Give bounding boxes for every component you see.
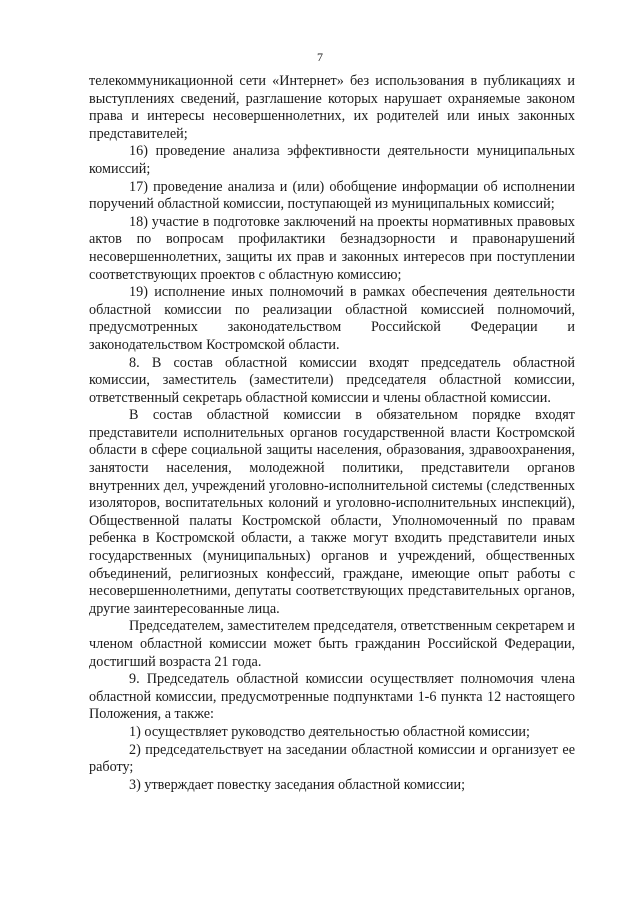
page-number: 7: [317, 50, 323, 64]
paragraph-section-9: 9. Председатель областной комиссии осуществляет полномочия члена областной комиссии, предусмотренные подпунктами 1-6 пункта 12 настоящего Положения, а также:: [89, 671, 575, 723]
paragraph-duty-1: 1) осуществляет руководство деятельностью областной комиссии;: [129, 723, 530, 740]
paragraph-duty-2: 2) председательствует на заседании областной комиссии и организует ее работу;: [89, 741, 575, 776]
paragraph-eligibility: Председателем, заместителем председателя, ответственным секретарем и членом областной комиссии может быть гражданин Российской Федерации, достигший возраста 21 года.: [89, 618, 575, 670]
paragraph-section-8: 8. В состав областной комиссии входят председатель областной комиссии, заместитель (заместители) председателя областной комиссии, ответственный секретарь областной комиссии и члены областной комиссии.: [89, 354, 575, 406]
document-body: [89, 73, 575, 794]
paragraph-item-19: 19) исполнение иных полномочий в рамках обеспечения деятельности областной комиссии по реализации областной комиссией полномочий, предусмотренных законодательством Российской Федерации и законодательством Костромской области.: [89, 284, 575, 353]
paragraph-item-16: 16) проведение анализа эффективности деятельности муниципальных комиссий;: [89, 143, 575, 177]
paragraph-continuation: телекоммуникационной сети «Интернет» без использования в публикациях и выступлениях сведений, разглашение которых нарушает охраняемые законом права и интересы несовершеннолетних, их родителей или иных законных представителей;: [89, 73, 575, 142]
paragraph-item-18: 18) участие в подготовке заключений на проекты нормативных правовых актов по вопросам профилактики безнадзорности и правонарушений несовершеннолетних, защиты их прав и законных интересов при поступлении соответствующих проектов с областную комиссию;: [89, 213, 575, 283]
paragraph-duty-3: 3) утверждает повестку заседания областной комиссии;: [129, 776, 466, 793]
paragraph-composition: В состав областной комиссии в обязательном порядке входят представители исполнительных органов государственной власти Костромской области в сфере социальной защиты населения, образования, здравоохранения, занятости населения, молодежной политики, представители органов внутренних дел, учреждений уголовно-исполнительной системы (следственных изоляторов, воспитательных колоний и уголовно-исполнительных инспекций), Общественной палаты Костромской области, Уполномоченный по правам ребенка в Костромской области, а также могут входить представители иных государственных (муниципальных) органов и учреждений, общественных объединений, религиозных конфессий, граждане, имеющие опыт работы с несовершеннолетними, депутаты соответствующих представительных органов, другие заинтересованные лица.: [89, 407, 575, 617]
paragraph-item-17: 17) проведение анализа и (или) обобщение информации об исполнении поручений областной комиссии, поступающей из муниципальных комиссий;: [89, 178, 575, 213]
